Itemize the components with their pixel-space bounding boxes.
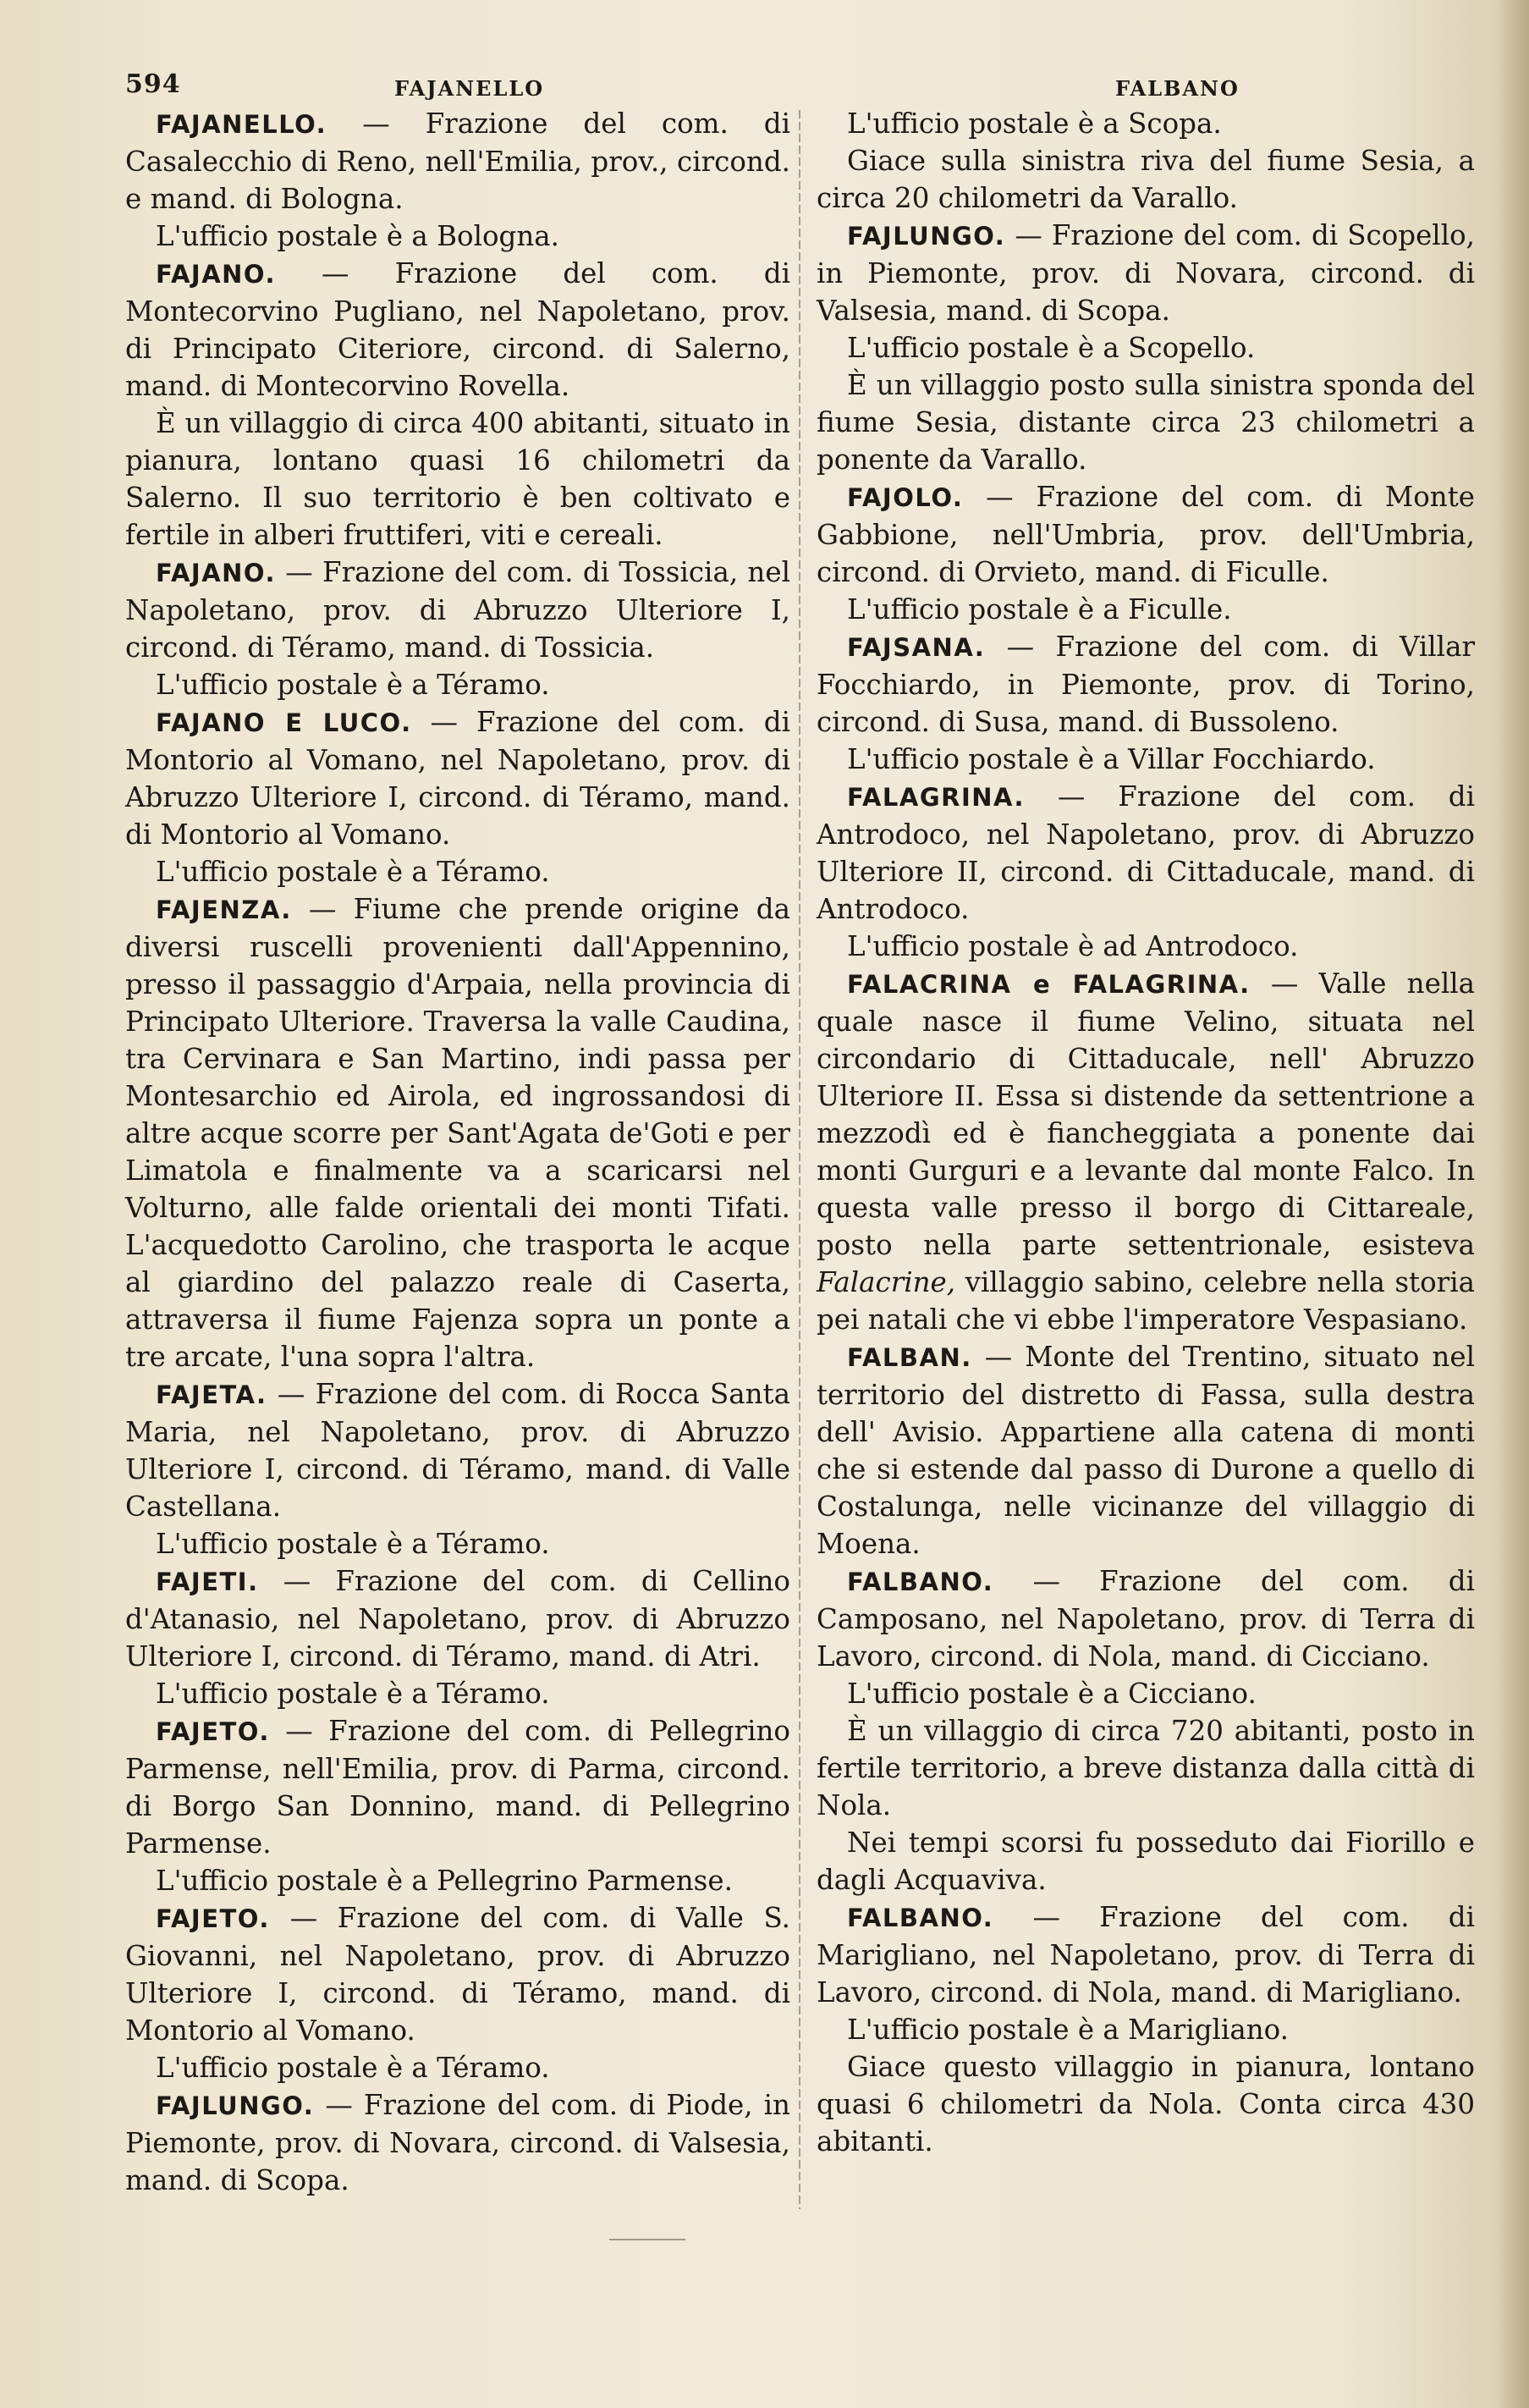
entry-headword: FALACRINA e FALAGRINA.	[847, 970, 1251, 999]
dictionary-entry	[125, 1899, 790, 2049]
entry-paragraph	[125, 218, 790, 255]
entry-text: — Frazione del com. di Valle S. Giovanni, nel Napoletano, prov. di Abruzzo Ulteriore I, circond. di Téramo, mand. di Montorio al Vomano.	[125, 1902, 790, 2047]
entry-text: — Frazione del com. di Pellegrino Parmense, nell'Emilia, prov. di Parma, circond. di Borgo San Donnino, mand. di Pellegrino Parmense.	[125, 1715, 790, 1860]
entry-paragraph	[817, 1712, 1475, 1824]
entry-text: — Monte del Trentino, situato nel territorio del distretto di Fassa, sulla destra dell' Avisio. Appartiene alla catena di monti che si estende dal passo di Durone a quello di Costalunga, nelle vicinanze del villaggio di Moena.	[817, 1341, 1475, 1560]
entry-text: L'ufficio postale è a Cicciano.	[847, 1678, 1257, 1710]
dictionary-entry	[125, 1375, 790, 1525]
entry-paragraph	[817, 2011, 1475, 2048]
entry-text: Giace sulla sinistra riva del fiume Sesia, a circa 20 chilometri da Varallo.	[817, 145, 1475, 214]
entry-paragraph	[817, 2048, 1475, 2160]
entry-text: — Frazione del com. di Rocca Santa Maria, nel Napoletano, prov. di Abruzzo Ulteriore I, circond. di Téramo, mand. di Valle Castellana.	[125, 1378, 790, 1523]
entry-paragraph	[817, 105, 1475, 142]
entry-text: È un villaggio posto sulla sinistra sponda del fiume Sesia, distante circa 23 chilometri a ponente da Varallo.	[817, 369, 1475, 476]
entry-headword: FALBANO.	[847, 1904, 994, 1932]
entry-paragraph	[817, 142, 1475, 217]
entry-text: — Frazione del com. di Cellino d'Atanasio, nel Napoletano, prov. di Abruzzo Ulteriore I, circond. di Téramo, mand. di Atri.	[125, 1565, 790, 1672]
entry-text: — Frazione del com. di Montorio al Vomano, nel Napoletano, prov. di Abruzzo Ulteriore I, circond. di Téramo, mand. di Montorio al Vomano.	[125, 706, 790, 851]
left-column	[125, 105, 790, 2199]
entry-paragraph	[125, 2049, 790, 2086]
dictionary-entry	[125, 554, 790, 666]
entry-paragraph	[125, 405, 790, 554]
entry-paragraph	[817, 1675, 1475, 1712]
entry-text: L'ufficio postale è a Téramo.	[156, 856, 550, 888]
entry-headword: FAJOLO.	[847, 483, 964, 512]
entry-text: — Fiume che prende origine da diversi ruscelli provenienti dall'Appennino, presso il passaggio d'Arpaia, nella provincia di Principato Ulteriore. Traversa la valle Caudina, tra Cervinara e San Martino, indi passa per Montesarchio ed Airola, ed ingrossandosi di altre acque scorre per Sant'Agata de'Goti e per Limatola e finalmente va a scaricarsi nel Volturno, alle falde orientali dei monti Tifati. L'acquedotto Carolino, che trasporta le acque al giardino del palazzo reale di Caserta, attraversa il fiume Fajenza sopra un ponte a tre arcate, l'una sopra l'altra.	[125, 893, 790, 1373]
entry-paragraph	[817, 329, 1475, 366]
entry-text: — Frazione del com. di Antrodoco, nel Napoletano, prov. di Abruzzo Ulteriore II, circond. di Cittaducale, mand. di Antrodoco.	[817, 780, 1475, 925]
entry-text: Giace questo villaggio in pianura, lontano quasi 6 chilometri da Nola. Conta circa 430 abitanti.	[817, 2051, 1475, 2157]
entry-text: L'ufficio postale è a Téramo.	[156, 2052, 550, 2084]
dictionary-entry	[817, 778, 1475, 928]
dictionary-entry	[125, 890, 790, 1375]
entry-headword: FAJANO.	[156, 559, 276, 587]
entry-paragraph	[125, 666, 790, 703]
entry-text: L'ufficio postale è a Téramo.	[156, 669, 550, 701]
entry-headword: FALAGRINA.	[847, 783, 1026, 812]
entry-paragraph	[125, 1675, 790, 1712]
entry-text: — Frazione del com. di Casalecchio di Reno, nell'Emilia, prov., circond. e mand. di Bologna.	[125, 107, 790, 215]
entry-headword: FAJETO.	[156, 1904, 270, 1933]
entry-headword: FAJANELLO.	[156, 110, 327, 139]
dictionary-entry	[125, 255, 790, 405]
entry-headword: FAJANO.	[156, 260, 276, 289]
entry-text: L'ufficio postale è a Scopa.	[847, 107, 1222, 140]
dictionary-entry	[817, 1562, 1475, 1675]
dictionary-entry	[125, 2086, 790, 2199]
entry-paragraph	[817, 366, 1475, 478]
right-column	[817, 105, 1475, 2160]
running-head-right: FALBANO	[1115, 76, 1240, 101]
entry-headword: FAJENZA.	[156, 895, 292, 924]
entry-headword: FALBAN.	[847, 1343, 972, 1372]
entry-paragraph	[817, 928, 1475, 965]
dictionary-entry	[817, 478, 1475, 591]
entry-text: L'ufficio postale è a Villar Focchiardo.	[847, 743, 1376, 775]
dictionary-entry	[817, 1338, 1475, 1562]
entry-text: — Frazione del com. di Tossicia, nel Napoletano, prov. di Abruzzo Ulteriore I, circond. di Téramo, mand. di Tossicia.	[125, 556, 790, 664]
dictionary-entry	[817, 965, 1475, 1338]
entry-text: — Frazione del com. di Villar Focchiardo, in Piemonte, prov. di Torino, circond. di Susa, mand. di Bussoleno.	[817, 631, 1475, 738]
entry-text: L'ufficio postale è a Marigliano.	[847, 2014, 1289, 2046]
entry-text: — Valle nella quale nasce il fiume Velino, situata nel circondario di Cittaducale, nell' Abruzzo Ulteriore II. Essa si distende da settentrione a mezzodì ed è fiancheggiata a ponente dai monti Gurguri e a levante dal monte Falco. In questa valle presso il borgo di Cittareale, posto nella parte settentrionale, esisteva	[817, 967, 1475, 1261]
entry-headword: FAJETO.	[156, 1717, 270, 1746]
page-edge-shadow	[1495, 0, 1529, 2408]
entry-headword: FAJETI.	[156, 1568, 259, 1596]
entry-paragraph	[125, 853, 790, 890]
entry-text: — Frazione del com. di Monte Gabbione, nell'Umbria, prov. dell'Umbria, circond. di Orvieto, mand. di Ficulle.	[817, 481, 1475, 588]
entry-italic-text: Falacrine,	[817, 1266, 956, 1298]
entry-text: È un villaggio di circa 400 abitanti, situato in pianura, lontano quasi 16 chilometri da Salerno. Il suo territorio è ben coltivato e fertile in alberi fruttiferi, viti e cereali.	[125, 407, 790, 551]
page-number: 594	[125, 69, 181, 99]
entry-text: — Frazione del com. di Piode, in Piemonte, prov. di Novara, circond. di Valsesia, mand. di Scopa.	[125, 2089, 790, 2196]
entry-text: L'ufficio postale è a Pellegrino Parmense.	[156, 1865, 733, 1897]
dictionary-entry	[125, 703, 790, 853]
entry-text-tail: villaggio sabino, celebre nella storia pei natali che vi ebbe l'imperatore Vespasiano.	[817, 1266, 1475, 1336]
entry-text: L'ufficio postale è ad Antrodoco.	[847, 930, 1299, 962]
entry-text: L'ufficio postale è a Téramo.	[156, 1528, 550, 1560]
entry-headword: FAJLUNGO.	[156, 2091, 315, 2120]
entry-text: L'ufficio postale è a Scopello.	[847, 332, 1256, 364]
entry-text: — Frazione del com. di Montecorvino Pugliano, nel Napoletano, prov. di Principato Citeriore, circond. di Salerno, mand. di Montecorvino Rovella.	[125, 257, 790, 402]
entry-text: Nei tempi scorsi fu posseduto dai Fiorillo e dagli Acquaviva.	[817, 1827, 1475, 1896]
entry-text: — Frazione del com. di Camposano, nel Napoletano, prov. di Terra di Lavoro, circond. di Nola, mand. di Cicciano.	[817, 1565, 1475, 1672]
dictionary-entry	[817, 628, 1475, 741]
dictionary-entry	[125, 105, 790, 218]
entry-headword: FAJANO E LUCO.	[156, 708, 412, 737]
dictionary-entry	[817, 217, 1475, 329]
dictionary-entry	[817, 1898, 1475, 2011]
entry-headword: FALBANO.	[847, 1568, 994, 1596]
entry-paragraph	[817, 741, 1475, 778]
entry-paragraph	[817, 591, 1475, 628]
entry-headword: FAJSANA.	[847, 633, 986, 662]
footer-rule	[609, 2239, 685, 2240]
running-head-left: FAJANELLO	[394, 76, 545, 101]
dictionary-entry	[125, 1562, 790, 1675]
column-divider	[799, 110, 800, 2209]
entry-headword: FAJLUNGO.	[847, 222, 1006, 251]
entry-text: L'ufficio postale è a Téramo.	[156, 1678, 550, 1710]
entry-text: L'ufficio postale è a Ficulle.	[847, 593, 1232, 625]
entry-text: È un villaggio di circa 720 abitanti, posto in fertile territorio, a breve distanza dalla città di Nola.	[817, 1715, 1475, 1821]
entry-paragraph	[817, 1824, 1475, 1898]
entry-text: — Frazione del com. di Marigliano, nel Napoletano, prov. di Terra di Lavoro, circond. di Nola, mand. di Marigliano.	[817, 1901, 1475, 2009]
entry-text: L'ufficio postale è a Bologna.	[156, 220, 559, 252]
dictionary-entry	[125, 1712, 790, 1862]
entry-text: — Frazione del com. di Scopello, in Piemonte, prov. di Novara, circond. di Valsesia, mand. di Scopa.	[817, 219, 1475, 327]
entry-paragraph	[125, 1525, 790, 1562]
entry-paragraph	[125, 1862, 790, 1899]
entry-headword: FAJETA.	[156, 1380, 267, 1409]
